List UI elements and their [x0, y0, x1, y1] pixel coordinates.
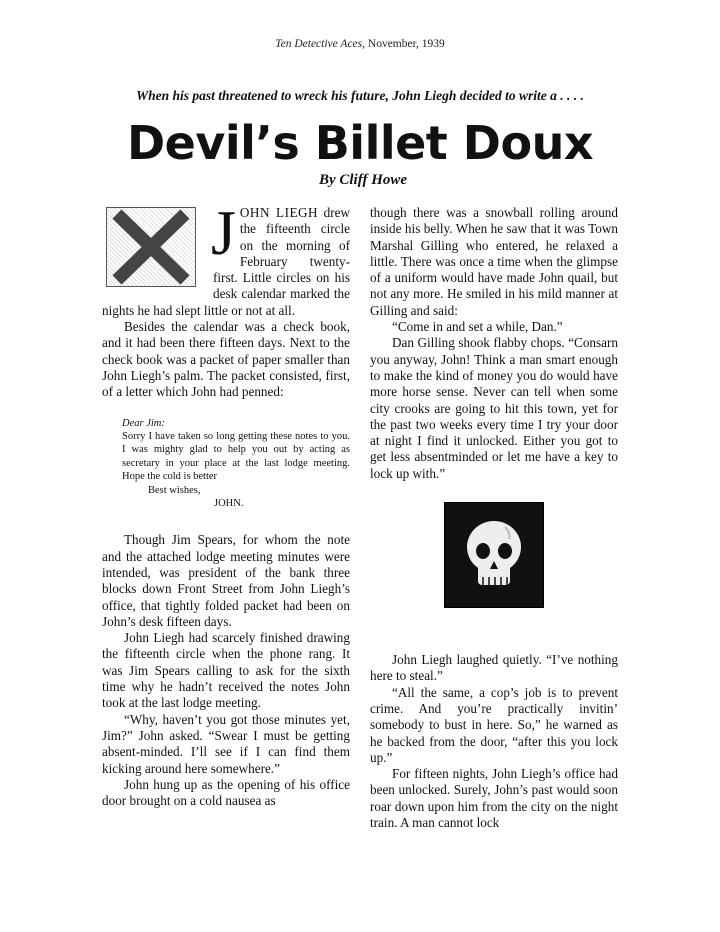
- letter-signature: JOHN.: [214, 498, 244, 509]
- letter-block: [102, 417, 350, 511]
- story-title: Devil’s Billet Doux: [126, 116, 594, 170]
- letter-salutation: Dear Jim:: [122, 417, 165, 429]
- paragraph: Dan Gilling shook flabby chops. “Consarn you anyway, John! Think a man smart enough to make the kind of money you do would have more horse sense. Never can tell when some city crooks are going to hit this town, yet for the past two weeks every time I try your door at night I find it unlocked. Either you got to get less absentminded or let me have a key to lock up with.”: [370, 335, 618, 481]
- paragraph: John Liegh had scarcely finished drawing the fifteenth circle when the phone rang. It was Jim Spears calling to ask for the sixth time why he hadn’t received the notes John took at the last lodge meeting.: [102, 630, 350, 711]
- drop-cap: J: [211, 197, 236, 268]
- paragraph: Besides the calendar was a check book, and it had been there fifteen days. Next to the check book was a packet of paper smaller than John Liegh’s palm. The packet consisted, first, of a letter which John had penned:: [102, 319, 350, 400]
- issue-date: , November, 1939: [362, 38, 445, 50]
- skull-icon: [445, 503, 543, 607]
- paragraph: John Liegh laughed quietly. “I’ve nothing here to steal.”: [370, 652, 618, 684]
- left-column: [102, 197, 350, 809]
- x-cross-icon: [107, 208, 195, 286]
- skull-illustration: [444, 502, 544, 608]
- x-ornament-box: [106, 207, 196, 287]
- opening-words: OHN LIEGH: [239, 205, 319, 220]
- right-column: [370, 205, 618, 831]
- letter-closing: Best wishes,: [148, 484, 201, 496]
- paragraph: John hung up as the opening of his office door brought on a cold nausea as: [102, 776, 350, 809]
- running-header: [0, 38, 720, 50]
- story-tagline: When his past threatened to wreck his future, John Liegh decided to write a . . . .: [136, 88, 584, 103]
- letter-body: Sorry I have taken so long getting these notes to you. I was mighty glad to help you out by acting as secretary in your place at the last lodge meeting. Hope the cold is better: [122, 430, 350, 483]
- paragraph: “Come in and set a while, Dan.”: [392, 319, 563, 335]
- byline: By Cliff Howe: [318, 172, 408, 188]
- paragraph: For fifteen nights, John Liegh’s office had been unlocked. Surely, John’s past would soon roar down upon him from the city on the night train. A man cannot lock: [370, 766, 618, 831]
- opening-text: drew the fifteenth circle on the morning of February twenty-first. Little circles on his desk calendar marked the nights he had slept little or not at all.: [102, 205, 350, 318]
- paragraph: “All the same, a cop’s job is to prevent crime. And you’re practically invitin’ somebody to bust in here. So,” he warned as he backed from the door, “after this you lock up.”: [370, 684, 618, 765]
- decorative-x-ornament: [102, 205, 205, 289]
- paragraph: Though Jim Spears, for whom the note and the attached lodge meeting minutes were intended, was president of the bank three blocks down Front Street from John Liegh’s office, that tightly folded packet had been on John’s desk fifteen days.: [102, 532, 350, 629]
- magazine-name: Ten Detective Aces: [275, 38, 363, 50]
- paragraph: “Why, haven’t you got those minutes yet, Jim?” John asked. “Swear I must be getting absent-minded. I’ll see if I can find them kicking around here somewhere.”: [102, 711, 350, 776]
- paragraph: though there was a snowball rolling around inside his belly. When he saw that it was Town Marshal Gilling who entered, he relaxed a little. There was once a time when the glimpse of a uniform would have made John quail, but not any more. He smiled in his mild manner at Gilling and said:: [370, 205, 618, 318]
